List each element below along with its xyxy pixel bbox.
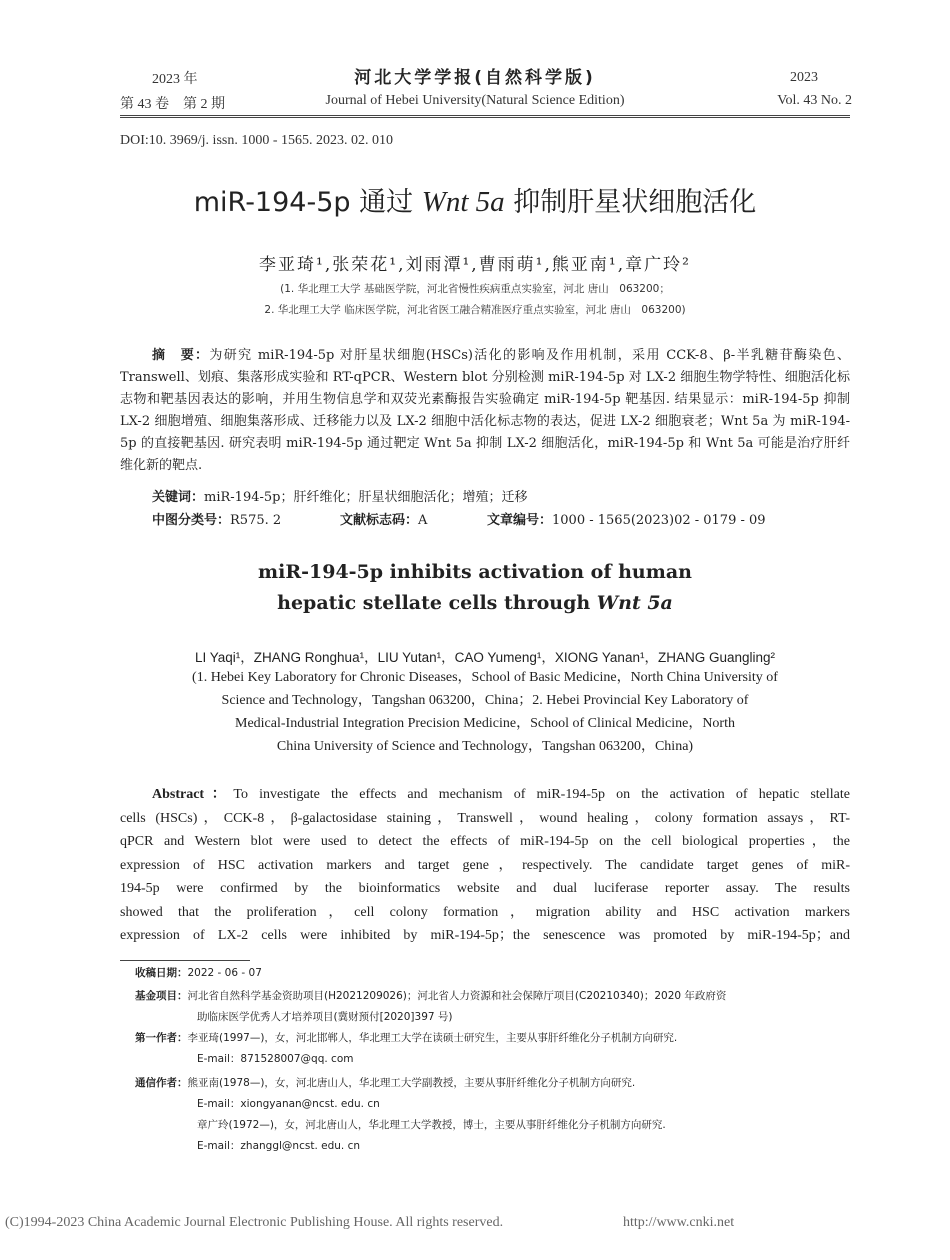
header-rule	[120, 115, 850, 116]
abstract-cn-label: 摘 要：	[152, 348, 210, 363]
header-rule-2	[120, 117, 850, 118]
header-issue-left: 第 43 卷 第 2 期	[120, 97, 225, 112]
title-en	[0, 557, 950, 619]
affiliation-en-line: (1. Hebei Key Laboratory for Chronic Diseases，School of Basic Medicine，North China University of	[192, 670, 778, 685]
abstract-en-line: 194-5p were confirmed by the bioinformatics website and dual luciferase reporter assay. The results	[120, 881, 850, 896]
keywords-cn	[152, 487, 527, 509]
affiliation-en-line: Science and Technology，Tangshan 063200，China；2. Hebei Provincial Key Laboratory of	[221, 693, 749, 708]
header-journal-cn: 河北大学学报(自然科学版)	[354, 68, 596, 88]
corresponding-email: E-mail：zhanggl@ncst. edu. cn	[197, 1140, 360, 1152]
footer-copyright: (C)1994-2023 China Academic Journal Electronic Publishing House. All rights reserved.	[5, 1215, 504, 1230]
corresponding-line: 熊亚南(1978—)，女，河北唐山人，华北理工大学副教授，主要从事肝纤维化分子机制方向研究.	[187, 1077, 636, 1089]
abstract-en-line: expression of LX-2 cells were inhibited by miR-194-5p；the senescence was promoted by miR-194-5p；and	[120, 928, 850, 943]
header-year-left: 2023 年	[152, 72, 198, 87]
fund-label: 基金项目：	[135, 990, 188, 1002]
header-vol-right: Vol. 43 No. 2	[777, 93, 852, 108]
footnote-fund	[135, 987, 726, 1006]
footnote-first-author	[135, 1029, 677, 1048]
title-en-gene: Wnt 5a	[596, 592, 673, 614]
title-cn	[0, 180, 950, 219]
affiliation-en-line: China University of Science and Technology，Tangshan 063200，China)	[276, 739, 694, 754]
keywords-cn-label: 关键词：	[152, 490, 205, 505]
clc-value: R575. 2	[230, 513, 282, 528]
footnote-rule	[120, 960, 250, 961]
affiliation-cn-1: (1. 华北理工大学 基础医学院，河北省慢性疾病重点实验室，河北 唐山 063200；	[280, 283, 670, 295]
abstract-cn	[120, 345, 850, 477]
article-number	[487, 510, 766, 532]
art-value: 1000 - 1565(2023)02 - 0179 - 09	[552, 513, 766, 528]
abstract-en	[120, 783, 850, 948]
doi: DOI:10. 3969/j. issn. 1000 - 1565. 2023. 02. 010	[120, 133, 393, 148]
doc-value: A	[418, 513, 428, 528]
fund-line: 河北省自然科学基金资助项目(H2021209026)；河北省人力资源和社会保障厅项目(C20210340)；2020 年政府资	[187, 990, 727, 1002]
corresponding-label: 通信作者：	[135, 1077, 188, 1089]
received-value: 2022 - 06 - 07	[187, 967, 262, 979]
title-cn-part2: 抑制肝星状细胞活化	[504, 187, 757, 218]
title-en-line2-text: hepatic stellate cells through	[277, 592, 597, 614]
footnote-corresponding	[135, 1074, 635, 1093]
abstract-en-line: expression of HSC activation markers and target gene，respectively. The candidate target genes of miR-	[120, 857, 850, 873]
abstract-en-line: qPCR and Western blot were used to detect the effects of miR-194-5p on the cell biological properties，the	[120, 834, 850, 849]
footer-url[interactable]: http://www.cnki.net	[623, 1215, 735, 1230]
received-label: 收稿日期：	[135, 967, 188, 979]
footnote-received	[135, 964, 262, 983]
art-label: 文章编号：	[487, 513, 553, 528]
affiliation-en-line: Medical-Industrial Integration Precision Medicine，School of Clinical Medicine，North	[235, 716, 735, 731]
doc-label: 文献标志码：	[340, 513, 419, 528]
abstract-en-label: Abstract：	[152, 787, 234, 802]
abstract-cn-text: 为研究 miR-194-5p 对肝星状细胞(HSCs)活化的影响及作用机制，采用 CCK-8、β-半乳糖苷酶染色、Transwell、划痕、集落形成实验和 RT-qPCR、Western blot 分别检测 miR-194-5p 对 LX-2 细胞生物学特性、细胞活化标志物和靶基因表达的影响，并用生物信息学和双荧光素酶报告实验确定 miR-194-5p 靶基因. 结果显示：miR-194-5p 抑制 LX-2 细胞增殖、细胞集落形成、迁移能力以及 LX-2 细胞中活化标志物的表达，促进 LX-2 细胞衰老；Wnt 5a 为 miR-194-5p 的直接靶基因. 研究表明 miR-194-5p 通过靶定 Wnt 5a 抑制 LX-2 细胞活化，miR-194-5p 和 Wnt 5a 可能是治疗肝纤维化新的靶点.	[120, 348, 850, 473]
first-author-line: 李亚琦(1997—)，女，河北邯郸人，华北理工大学在读硕士研究生，主要从事肝纤维化分子机制方向研究.	[187, 1032, 678, 1044]
title-en-line1: miR-194-5p inhibits activation of human	[258, 561, 692, 583]
abstract-en-text: To investigate the effects and mechanism of miR-194-5p on the activation of hepatic stellate	[233, 787, 850, 802]
title-en-line2	[0, 588, 950, 619]
header-journal-en: Journal of Hebei University(Natural Science Edition)	[325, 93, 625, 108]
clc-label: 中图分类号：	[152, 513, 231, 528]
keywords-cn-text: miR-194-5p；肝纤维化；肝星状细胞活化；增殖；迁移	[204, 490, 528, 505]
abstract-en-line: showed that the proliferation，cell colony formation，migration ability and HSC activation markers	[120, 904, 850, 920]
affiliation-cn-2: 2. 华北理工大学 临床医学院，河北省医工融合精准医疗重点实验室，河北 唐山 063200)	[264, 304, 686, 316]
abstract-en-line: cells (HSCs)，CCK-8，β-galactosidase staining，Transwell，wound healing，colony formation assays，RT-	[120, 810, 850, 826]
doc-code	[340, 510, 427, 532]
corresponding-line: 章广玲(1972—)，女，河北唐山人，华北理工大学教授，博士，主要从事肝纤维化分子机制方向研究.	[197, 1119, 666, 1131]
first-author-label: 第一作者：	[135, 1032, 188, 1044]
authors-en: LI Yaqi¹，ZHANG Ronghua¹，LIU Yutan¹，CAO Yumeng¹，XIONG Yanan¹，ZHANG Guangling²	[195, 650, 775, 665]
title-cn-gene: Wnt 5a	[421, 186, 505, 218]
first-author-email: E-mail：871528007@qq. com	[197, 1053, 354, 1065]
clc-number	[152, 510, 281, 532]
corresponding-email: E-mail：xiongyanan@ncst. edu. cn	[197, 1098, 380, 1110]
abstract-en-line	[120, 783, 850, 807]
affiliations-en	[120, 666, 850, 758]
fund-line: 助临床医学优秀人才培养项目(冀财预付[2020]397 号)	[197, 1011, 453, 1023]
authors-cn: 李亚琦¹,张荣花¹,刘雨潭¹,曹雨萌¹,熊亚南¹,章广玲²	[259, 255, 691, 275]
header-year-right: 2023	[790, 70, 818, 85]
title-cn-part1: miR-194-5p 通过	[193, 187, 422, 218]
